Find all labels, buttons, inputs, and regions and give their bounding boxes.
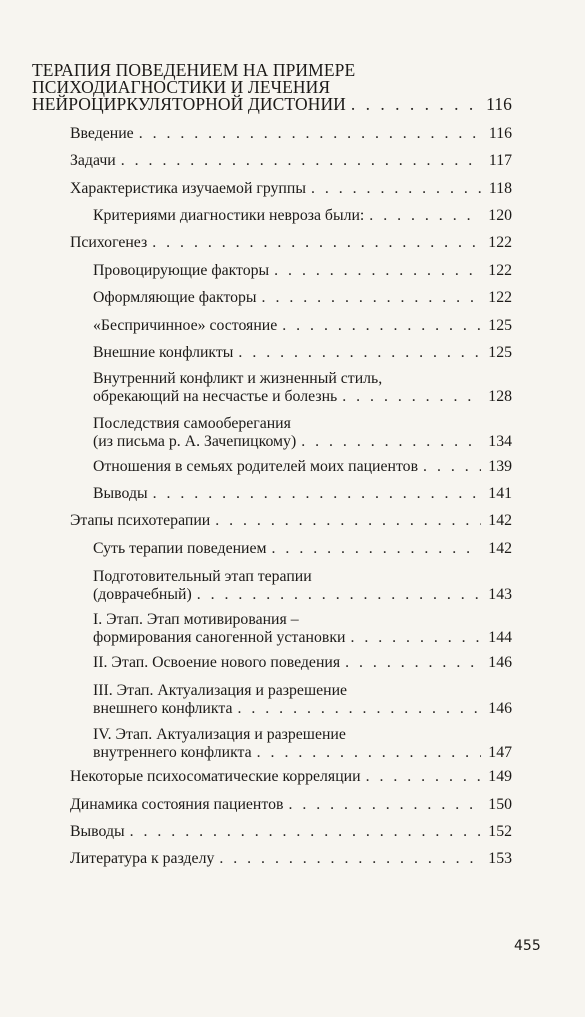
page-ref: 122	[488, 289, 512, 306]
toc-entry-title: Критериями диагностики невроза были:	[93, 207, 365, 224]
page-ref: 122	[488, 262, 512, 279]
toc-entry-title: Некоторые психосоматические корреляции	[70, 768, 361, 785]
leader-dots	[152, 234, 481, 252]
page-ref: 139	[488, 458, 512, 475]
toc-entry	[93, 344, 512, 362]
section-heading-line-3	[32, 96, 512, 113]
toc-entry	[93, 726, 512, 762]
toc-entry-title: Внешние конфликты	[93, 344, 234, 361]
toc-entry-title: Динамика состояния пациентов	[70, 796, 284, 813]
toc-entry	[70, 152, 512, 170]
page-ref: 116	[488, 125, 512, 142]
section-heading	[32, 62, 512, 113]
leader-dots	[153, 485, 481, 503]
leader-dots	[130, 823, 481, 841]
leader-dots	[215, 512, 481, 530]
toc-entry-title: II. Этап. Освоение нового поведения	[93, 654, 341, 671]
page-ref: 153	[488, 850, 512, 867]
leader-dots	[345, 654, 481, 672]
toc-entry	[93, 568, 512, 604]
toc-entry-title: Этапы психотерапии	[70, 512, 211, 529]
toc-entry	[93, 458, 512, 476]
toc-entry-title: (из письма р. А. Зачепицкому)	[93, 433, 297, 450]
leader-dots	[237, 700, 481, 718]
page-ref: 146	[488, 700, 512, 717]
toc-entry	[93, 207, 512, 225]
toc-entry	[93, 611, 512, 647]
leader-dots	[423, 458, 481, 476]
section-heading-title: НЕЙРОЦИРКУЛЯТОРНОЙ ДИСТОНИИ	[32, 94, 346, 114]
toc-entry	[93, 654, 512, 672]
toc-entry	[93, 415, 512, 451]
leader-dots	[272, 540, 481, 558]
toc-entry-title: Введение	[70, 125, 134, 142]
leader-dots	[257, 744, 481, 762]
page-ref: 147	[488, 744, 512, 761]
toc-entry-title-line-1: IV. Этап. Актуализация и разрешение	[93, 726, 346, 743]
toc-entry-title-line-1: Внутренний конфликт и жизненный стиль,	[93, 370, 383, 387]
toc-entry-title-line-1: I. Этап. Этап мотивирования –	[93, 611, 299, 628]
toc-entry-title: Оформляющие факторы	[93, 289, 257, 306]
toc-entry	[70, 850, 512, 868]
toc-entry	[93, 289, 512, 307]
toc-entry	[70, 796, 512, 814]
toc-entry	[70, 180, 512, 198]
leader-dots	[350, 629, 481, 647]
toc-entry-title: Провоцирующие факторы	[93, 262, 270, 279]
page-ref: 150	[488, 796, 512, 813]
toc-entry-title: «Беспричинное» состояние	[93, 317, 278, 334]
leader-dots	[121, 152, 481, 170]
leader-dots	[342, 388, 481, 406]
toc-entry	[93, 540, 512, 558]
page-ref: 152	[488, 823, 512, 840]
page-ref: 143	[488, 586, 512, 603]
leader-dots	[301, 433, 481, 451]
toc-entry-title: обрекающий на несчастье и болезнь	[93, 388, 338, 405]
page-ref: 128	[488, 388, 512, 405]
toc-entry-title-line-1: Последствия самооберегания	[93, 415, 291, 432]
page-ref: 149	[488, 768, 512, 785]
page-ref: 125	[488, 317, 512, 334]
leader-dots	[219, 850, 481, 868]
leader-dots	[311, 180, 481, 198]
toc-entry-title: Характеристика изучаемой группы	[70, 180, 306, 197]
toc-entry-title: Психогенез	[70, 234, 148, 251]
toc-entry	[70, 512, 512, 530]
page-ref: 144	[488, 629, 512, 646]
toc-entry-title-line-1: III. Этап. Актуализация и разрешение	[93, 682, 348, 699]
leader-dots	[139, 125, 481, 143]
page-ref: 125	[488, 344, 512, 361]
toc-entry-title: внутреннего конфликта	[93, 744, 252, 761]
toc-entry-title: Задачи	[70, 152, 116, 169]
section-heading-line-1: ТЕРАПИЯ ПОВЕДЕНИЕМ НА ПРИМЕРЕ	[32, 60, 356, 80]
toc-entry-title: (доврачебный)	[93, 586, 192, 603]
page-ref: 142	[488, 540, 512, 557]
toc-entry-title: Литература к разделу	[70, 850, 215, 867]
toc-entry	[93, 262, 512, 280]
toc-entry	[70, 234, 512, 252]
page-ref: 117	[488, 152, 512, 169]
section-heading-line-2: ПСИХОДИАГНОСТИКИ И ЛЕЧЕНИЯ	[32, 77, 331, 97]
page-ref: 141	[488, 485, 512, 502]
page-ref: 134	[488, 433, 512, 450]
leader-dots	[366, 768, 481, 786]
leader-dots	[282, 317, 481, 335]
toc-entry-title: Выводы	[93, 485, 148, 502]
toc-entry-title: Суть терапии поведением	[93, 540, 267, 557]
toc-entry	[93, 370, 512, 406]
toc-entry	[70, 768, 512, 786]
toc-entry-title: Выводы	[70, 823, 125, 840]
leader-dots	[238, 344, 481, 362]
leader-dots	[288, 796, 481, 814]
page-ref: 122	[488, 234, 512, 251]
toc-entry-title: формирования саногенной установки	[93, 629, 346, 646]
toc-entry	[93, 682, 512, 718]
toc-entry	[70, 125, 512, 143]
page-number: 455	[514, 938, 541, 954]
page-ref: 142	[488, 512, 512, 529]
toc-entry-title: внешнего конфликта	[93, 700, 233, 717]
leader-dots	[369, 207, 481, 225]
toc-entry-title: Отношения в семьях родителей моих пациентов	[93, 458, 419, 475]
page-ref: 118	[488, 180, 512, 197]
toc-entry-title-line-1: Подготовительный этап терапии	[93, 568, 312, 585]
toc-entry	[70, 823, 512, 841]
leader-dots	[197, 586, 481, 604]
page-ref: 116	[486, 94, 512, 114]
leader-dots	[351, 96, 481, 113]
page-ref: 146	[488, 654, 512, 671]
leader-dots	[262, 289, 481, 307]
page-ref: 120	[488, 207, 512, 224]
toc-entry	[93, 485, 512, 503]
toc-entry	[93, 317, 512, 335]
leader-dots	[274, 262, 481, 280]
